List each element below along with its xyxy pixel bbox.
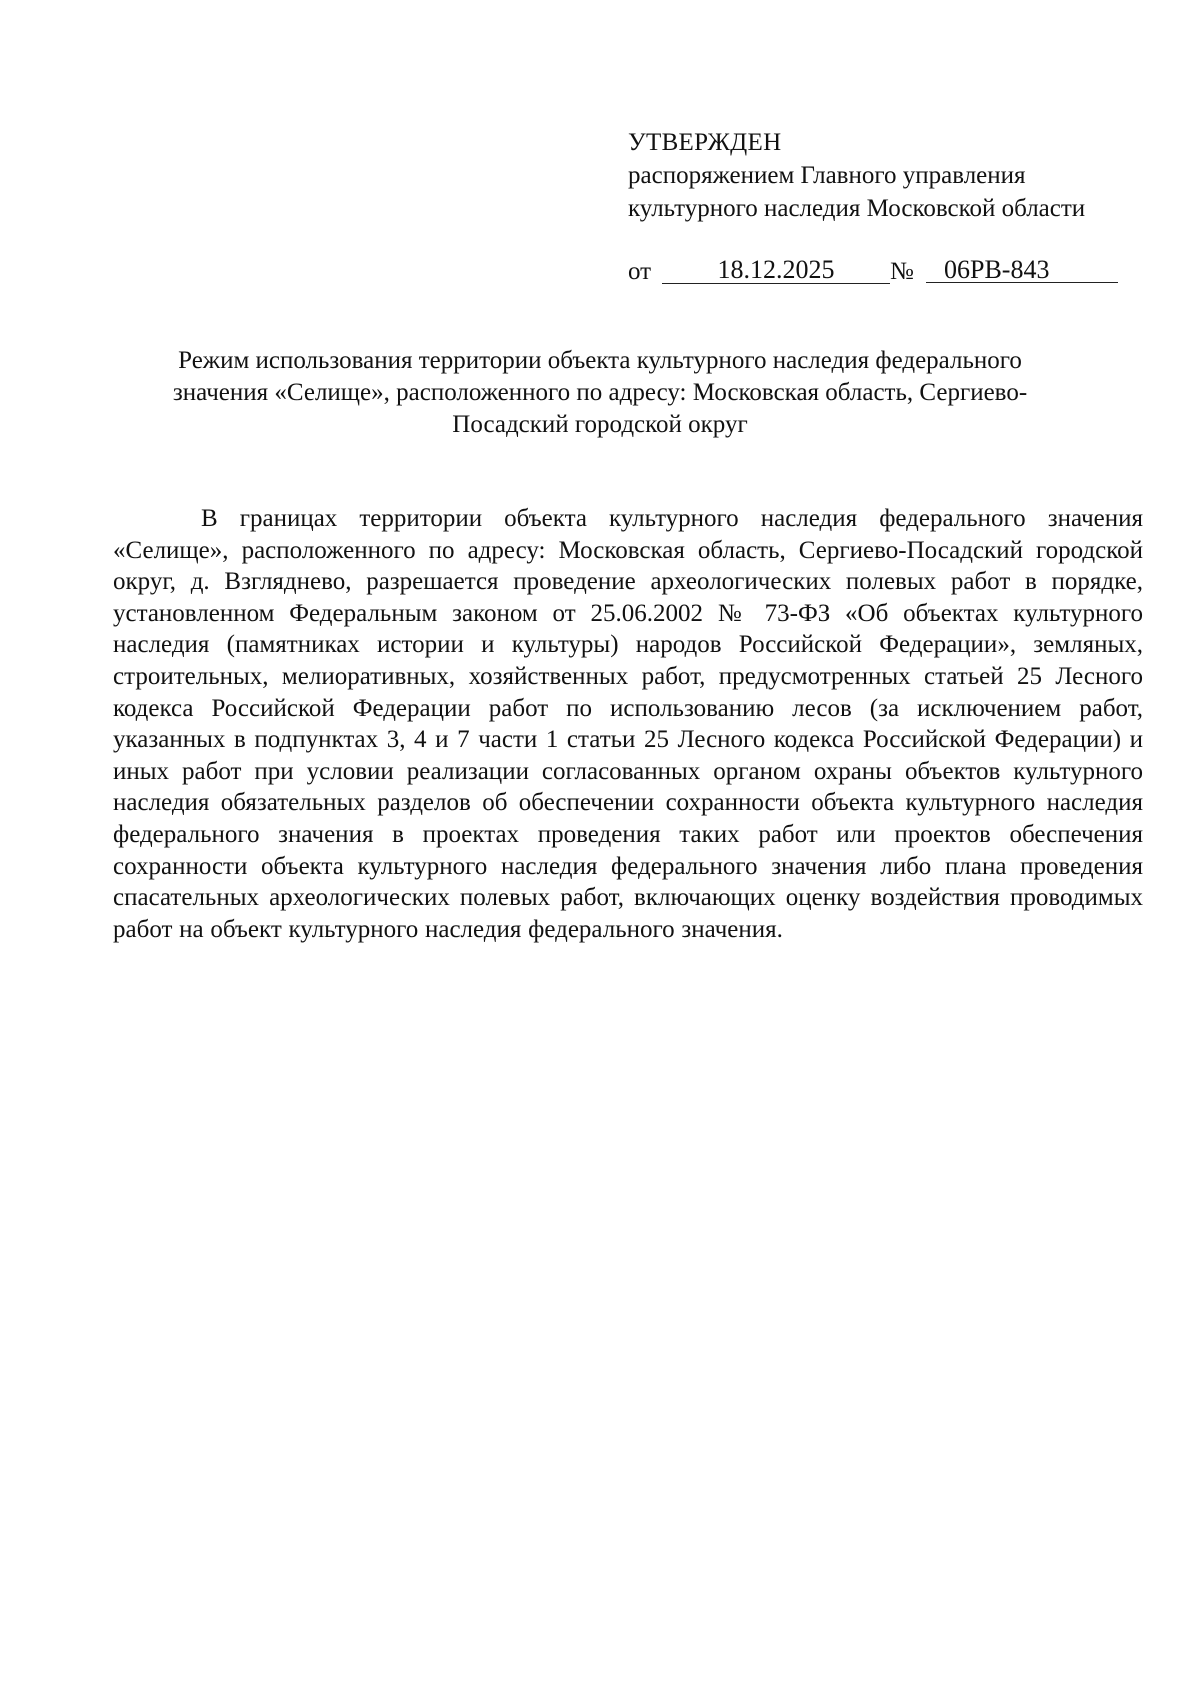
order-number-label: № xyxy=(890,258,914,285)
order-number-field: 06РВ-843 xyxy=(926,253,1118,283)
approval-authority-line-2: культурного наследия Московской области xyxy=(628,195,1086,222)
document-title-line-2: значения «Селище», расположенного по адресу: Московская область, Сергиево- xyxy=(172,379,1028,406)
document-title-line-3: Посадский городской округ xyxy=(452,411,748,438)
order-date-field: 18.12.2025 xyxy=(662,253,890,284)
approval-stamp-title: УТВЕРЖДЕН xyxy=(628,129,782,156)
document-body-paragraph: В границах территории объекта культурного наследия федерального значения «Селище», расположенного по адресу: Московская область, Сергиево-Посадский городской округ, д. Взгляднево, разрешается проведение археологических полевых работ в порядке, установленном Федеральным законом от 25.06.2002 № 73-ФЗ «Об объектах культурного наследия (памятниках истории и культуры) народов Российской Федерации», земляных, строительных, мелиоративных, хозяйственных работ, предусмотренных статьей 25 Лесного кодекса Российской Федерации работ по использованию лесов (за исключением работ, указанных в подпунктах 3, 4 и 7 части 1 статьи 25 Лесного кодекса Российской Федерации) и иных работ при условии реализации согласованных органом охраны объектов культурного наследия обязательных разделов об обеспечении сохранности объекта культурного наследия федерального значения в проектах проведения таких работ или проектов обеспечения сохранности объекта культурного наследия федерального значения либо плана проведения спасательных археологических полевых работ, включающих оценку воздействия проводимых работ на объект культурного наследия федерального значения. xyxy=(113,505,1143,943)
document-title xyxy=(120,345,1080,441)
order-details xyxy=(628,253,1118,289)
approval-block xyxy=(628,126,1148,225)
document-title-line-1: Режим использования территории объекта культурного наследия федерального xyxy=(178,347,1022,374)
order-date-label: от xyxy=(628,258,652,285)
approval-authority-line-1: распоряжением Главного управления xyxy=(628,162,1026,189)
